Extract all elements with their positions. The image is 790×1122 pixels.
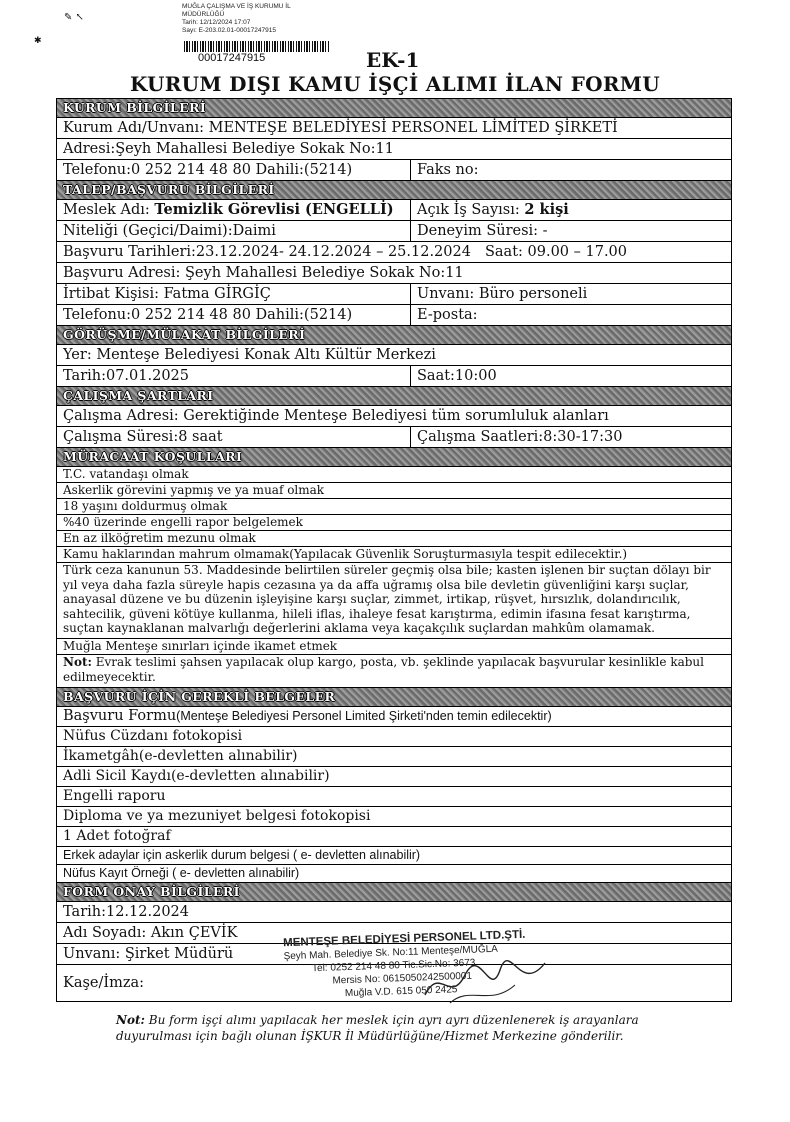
- kosul-item: 18 yaşını doldurmuş olmak: [57, 499, 731, 515]
- section-header-belgeler: BAŞVURU İÇİN GEREKLİ BELGELER: [57, 688, 731, 707]
- kurum-adres: Adresi:Şeyh Mahallesi Belediye Sokak No:11: [63, 141, 394, 157]
- basvuru-adresi-row: [57, 263, 731, 284]
- belge-item: Erkek adaylar için askerlik durum belgesi ( e- devletten alınabilir): [57, 847, 731, 865]
- gorusme-yer-row: [57, 345, 731, 366]
- company-stamp: MENTEŞE BELEDİYESİ PERSONEL LTD.ŞTİ. Şeyh Mah. Belediye Sk. No:11 Menteşe/MUĞLA Tel: 0252 214 48 80 Tic.Sic.No: 3673 Mersis No: 0615050242500001 Muğla V.D. 615 050 2425: [282, 928, 526, 1000]
- belge-item: Nüfus Cüzdanı fotokopisi: [57, 727, 731, 747]
- irtibat-unvani: Unvanı: Büro personeli: [417, 286, 588, 302]
- kosul-item: Kamu haklarından mahrum olmamak(Yapılacak Güvenlik Soruşturmasıyla tespit edilecektir.): [57, 547, 731, 563]
- deneyim-suresi: Deneyim Süresi: -: [417, 223, 548, 239]
- kosul-item: En az ilköğretim mezunu olmak: [57, 531, 731, 547]
- kosul-not: Not: Evrak teslimi şahsen yapılacak olup kargo, posta, vb. şeklinde yapılacak başvurular kesinlikle kabul edilmeyecektir.: [57, 655, 731, 688]
- kurum-telefon-row: [57, 160, 731, 181]
- calisma-sure-row: [57, 427, 731, 448]
- kurum-adres-row: [57, 139, 731, 160]
- scan-dot: ✱: [34, 36, 42, 46]
- stamp-line: Sayı: E-203.02.01-00017247915: [182, 27, 276, 34]
- kurum-adi: Kurum Adı/Unvanı: MENTEŞE BELEDİYESİ PERSONEL LİMİTED ŞİRKETİ: [63, 120, 618, 136]
- acik-is-sayisi: Açık İş Sayısı: 2 kişi: [417, 201, 569, 218]
- gorusme-saat: Saat:10:00: [417, 368, 497, 384]
- basvuru-saat: Saat: 09.00 – 17.00: [484, 244, 628, 260]
- kurum-telefon: Telefonu:0 252 214 48 80 Dahili:(5214): [57, 160, 411, 180]
- calisma-adres-row: [57, 406, 731, 427]
- belge-item: Nüfus Kayıt Örneği ( e- devletten alınabilir): [57, 865, 731, 883]
- basvuru-adresi: Başvuru Adresi: Şeyh Mahallesi Belediye Sokak No:11: [63, 265, 464, 281]
- stamp-line: MÜDÜRLÜĞÜ: [182, 11, 225, 18]
- belge-item: İkametgâh(e-devletten alınabilir): [57, 747, 731, 767]
- onay-tarih-row: [57, 902, 731, 923]
- onay-tarih: Tarih:12.12.2024: [63, 904, 190, 920]
- belge-item: Başvuru Formu(Menteşe Belediyesi Personel Limited Şirketi'nden temin edilecektir): [57, 707, 731, 727]
- niteligi: Niteliği (Geçici/Daimi):Daimi: [57, 221, 411, 241]
- talep-eposta: E-posta:: [417, 307, 478, 323]
- section-header-calisma: ÇALIŞMA ŞARTLARI: [57, 387, 731, 406]
- talep-telefon-row: [57, 305, 731, 326]
- section-header-kurum: KURUM BİLGİLERİ: [57, 99, 731, 118]
- onay-unvan: Unvanı: Şirket Müdürü: [63, 946, 234, 962]
- kosul-item: Muğla Menteşe sınırları içinde ikamet etmek: [57, 639, 731, 655]
- section-header-gorusme: GÖRÜŞME/MÜLAKAT BİLGİLERİ: [57, 326, 731, 345]
- gorusme-tarih: Tarih:07.01.2025: [57, 366, 411, 386]
- belge-item: Engelli raporu: [57, 787, 731, 807]
- belge-item: Adli Sicil Kaydı(e-devletten alınabilir): [57, 767, 731, 787]
- basvuru-tarihleri-row: [57, 242, 731, 263]
- meslek-row: [57, 200, 731, 221]
- registry-stamp: [182, 3, 291, 35]
- section-header-talep: TALEP/BAŞVURU BİLGİLERİ: [57, 181, 731, 200]
- onay-adi-soyadi: Adı Soyadı: Akın ÇEVİK: [63, 925, 238, 941]
- basvuru-tarihleri: Başvuru Tarihleri:23.12.2024- 24.12.2024 – 25.12.2024: [63, 244, 471, 260]
- kurum-adi-row: [57, 118, 731, 139]
- gorusme-yer: Yer: Menteşe Belediyesi Konak Altı Kültür Merkezi: [63, 347, 436, 363]
- annex-label: EK-1: [366, 48, 420, 72]
- calisma-saatleri: Çalışma Saatleri:8:30-17:30: [417, 429, 623, 445]
- onay-kase-imza: Kaşe/İmza:: [63, 975, 145, 991]
- section-header-onay: FORM ONAY BİLGİLERİ: [57, 883, 731, 902]
- scan-mark: ✎ ↖: [64, 12, 84, 23]
- irtibat-row: [57, 284, 731, 305]
- meslek-adi: Meslek Adı: Temizlik Görevlisi (ENGELLİ): [57, 200, 411, 220]
- kosul-item: %40 üzerinde engelli rapor belgelemek: [57, 515, 731, 531]
- talep-telefon: Telefonu:0 252 214 48 80 Dahili:(5214): [57, 305, 411, 325]
- nitelik-row: [57, 221, 731, 242]
- barcode: [184, 41, 330, 52]
- kurum-faks: Faks no:: [417, 162, 479, 178]
- kosul-item: Askerlik görevini yapmış ve ya muaf olmak: [57, 483, 731, 499]
- calisma-adresi: Çalışma Adresi: Gerektiğinde Menteşe Belediyesi tüm sorumluluk alanları: [63, 408, 609, 424]
- footnote: Not: Bu form işçi alımı yapılacak her meslek için ayrı ayrı düzenlenerek iş arayanlara duyurulması için bağlı olunan İŞKUR İl Müdürlüğüne/Hizmet Merkezine gönderilir.: [116, 1013, 639, 1043]
- belge-item: Diploma ve ya mezuniyet belgesi fotokopisi: [57, 807, 731, 827]
- barcode-number: 00017247915: [198, 52, 266, 64]
- kosul-item: Türk ceza kanunun 53. Maddesinde belirtilen süreler geçmiş olsa bile; kasten işlenen bir suçtan dölayı bir yıl veya daha fazla süreyle hapis cezasına ya da affa uğramış olsa bile devletin güvenliğini karşı suçlar, anayasal düzene ve bu düzenin işleyişine karşı suçlar, zimmet, irtikap, rüşvet, hırsızlık, dolandırıcılık, sahtecilik, güveni kötüye kullanma, hileli iflas, ihaleye fesat karıştırma, edimin ifasına fesat karıştırma, suçtan kaynaklanan malvarlığı değerlerini aklama veya kaçakçılık suçlardan mahkûm olamamak.: [57, 563, 731, 639]
- stamp-line: MUĞLA ÇALIŞMA VE İŞ KURUMU İL: [182, 3, 291, 10]
- application-form: [56, 98, 732, 1002]
- kosul-item: T.C. vatandaşı olmak: [57, 467, 731, 483]
- calisma-suresi: Çalışma Süresi:8 saat: [57, 427, 411, 447]
- gorusme-tarih-row: [57, 366, 731, 387]
- signature-icon: [420, 955, 550, 1010]
- belge-item: 1 Adet fotoğraf: [57, 827, 731, 847]
- section-header-muracaat: MÜRACAAT KOŞULLARI: [57, 448, 731, 467]
- page-title: KURUM DIŞI KAMU İŞÇİ ALIMI İLAN FORMU: [130, 72, 660, 96]
- irtibat-kisisi: İrtibat Kişisi: Fatma GİRGİÇ: [57, 284, 411, 304]
- stamp-line: Tarih: 12/12/2024 17:07: [182, 19, 251, 26]
